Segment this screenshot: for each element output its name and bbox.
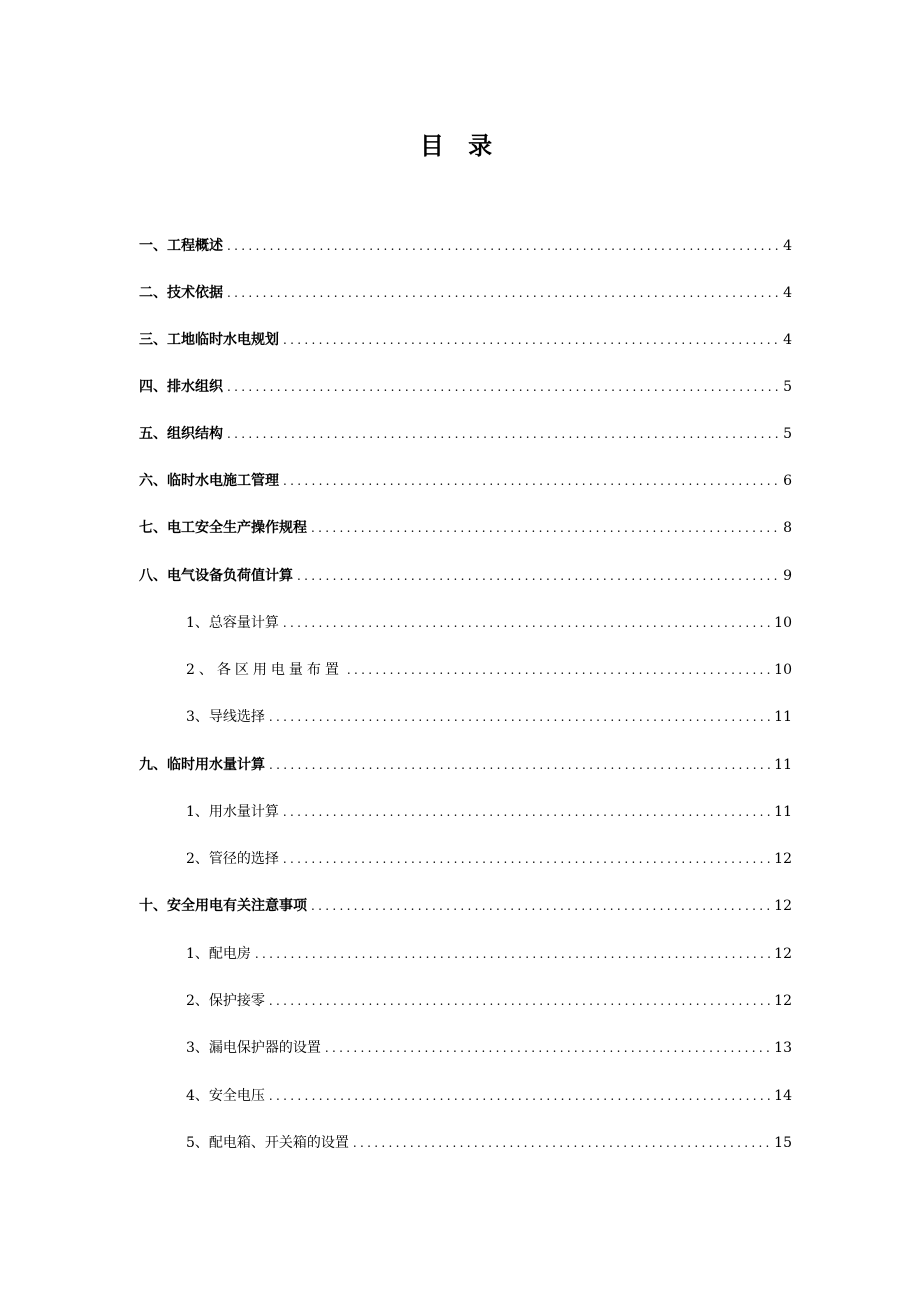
toc-entry-page: 5	[783, 426, 792, 442]
toc-entry-label: 九、临时用水量计算	[139, 757, 265, 773]
toc-leader-dots	[269, 991, 770, 1011]
toc-entry-page: 4	[783, 332, 792, 348]
toc-entry-label: 七、电工安全生产操作规程	[139, 520, 307, 536]
toc-entry-label: 1、用水量计算	[186, 804, 279, 820]
toc-entry[interactable]	[186, 802, 792, 822]
toc-leader-dots	[283, 613, 770, 633]
toc-leader-dots	[283, 802, 770, 822]
toc-leader-dots	[353, 1133, 770, 1153]
toc-entry-label: 一、工程概述	[139, 238, 223, 254]
toc-entry[interactable]	[139, 566, 792, 586]
toc-leader-dots	[297, 566, 779, 586]
toc-entry[interactable]	[139, 236, 792, 256]
toc-entry-page: 13	[774, 1040, 792, 1056]
toc-entry[interactable]	[139, 471, 792, 491]
toc-entry[interactable]	[186, 613, 792, 633]
page-title: 目 录	[419, 132, 501, 160]
toc-entry-page: 14	[774, 1088, 792, 1104]
toc-entry[interactable]	[186, 1133, 792, 1153]
toc-entry-page: 11	[774, 757, 792, 773]
toc-entry-page: 15	[774, 1135, 792, 1151]
toc-entry-page: 11	[774, 804, 792, 820]
toc-entry-page: 10	[774, 662, 792, 678]
toc-leader-dots	[283, 330, 779, 350]
toc-leader-dots	[347, 660, 770, 680]
toc-leader-dots	[269, 755, 770, 775]
toc-entry[interactable]	[186, 1086, 792, 1106]
toc-entry-label: 四、排水组织	[139, 379, 223, 395]
toc-entry[interactable]	[139, 424, 792, 444]
toc-entry[interactable]	[186, 1038, 792, 1058]
toc-entry-page: 10	[774, 615, 792, 631]
toc-leader-dots	[269, 707, 770, 727]
toc-entry[interactable]	[186, 707, 792, 727]
toc-leader-dots	[227, 283, 779, 303]
toc-leader-dots	[283, 471, 779, 491]
toc-entry-label: 三、工地临时水电规划	[139, 332, 279, 348]
toc-entry-page: 8	[783, 520, 792, 536]
toc-entry-label: 2、管径的选择	[186, 851, 279, 867]
toc-entry[interactable]	[139, 330, 792, 350]
toc-entry-label: 4、安全电压	[186, 1088, 265, 1104]
toc-entry[interactable]	[139, 896, 792, 916]
toc-entry[interactable]	[186, 944, 792, 964]
toc-leader-dots	[283, 849, 770, 869]
toc-entry-page: 4	[783, 285, 792, 301]
toc-entry-label: 3、导线选择	[186, 709, 265, 725]
toc-entry[interactable]	[186, 849, 792, 869]
toc-entry-label: 5、配电箱、开关箱的设置	[186, 1135, 349, 1151]
toc-entry-label: 1、总容量计算	[186, 615, 279, 631]
toc-entry[interactable]	[139, 755, 792, 775]
toc-entry-page: 12	[774, 851, 792, 867]
toc-entry-label: 八、电气设备负荷值计算	[139, 568, 293, 584]
toc-entry-label: 2、保护接零	[186, 993, 265, 1009]
toc-entry-label: 1、配电房	[186, 946, 251, 962]
toc-entry-page: 11	[774, 709, 792, 725]
toc-entry[interactable]	[139, 377, 792, 397]
toc-leader-dots	[325, 1038, 770, 1058]
toc-entry-label: 五、组织结构	[139, 426, 223, 442]
toc-entry-page: 5	[783, 379, 792, 395]
toc-entry-page: 12	[774, 946, 792, 962]
toc-entry-page: 12	[774, 993, 792, 1009]
toc-entry-label: 3、漏电保护器的设置	[186, 1040, 321, 1056]
toc-entry-label: 2、各区用电量布置	[186, 662, 343, 678]
toc-entry[interactable]	[186, 991, 792, 1011]
toc-leader-dots	[227, 236, 779, 256]
toc-entry-page: 4	[783, 238, 792, 254]
toc-entry-label: 十、安全用电有关注意事项	[139, 898, 307, 914]
toc-leader-dots	[311, 518, 779, 538]
toc-entry[interactable]	[139, 518, 792, 538]
toc-entry-page: 12	[774, 898, 792, 914]
toc-leader-dots	[255, 944, 770, 964]
toc-entry-label: 六、临时水电施工管理	[139, 473, 279, 489]
toc-leader-dots	[227, 377, 779, 397]
toc-leader-dots	[311, 896, 770, 916]
toc-entry-page: 6	[783, 473, 792, 489]
toc-entry-label: 二、技术依据	[139, 285, 223, 301]
toc-entry-page: 9	[783, 568, 792, 584]
toc-entry[interactable]	[139, 283, 792, 303]
toc-leader-dots	[227, 424, 779, 444]
toc-leader-dots	[269, 1086, 770, 1106]
toc-entry[interactable]	[186, 660, 792, 680]
